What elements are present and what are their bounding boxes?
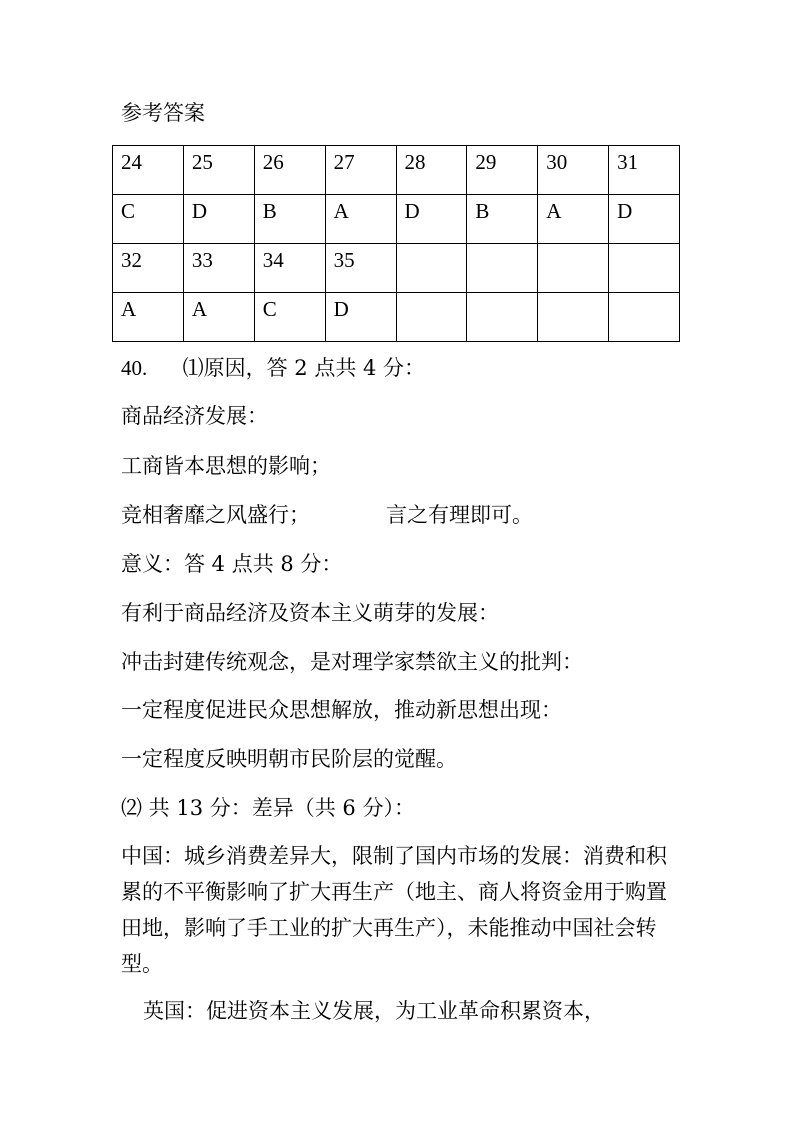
question-number: 40.: [121, 356, 148, 380]
answer-table-cell: D: [183, 195, 254, 244]
britain-line: 英国：促进资本主义发展，为工业革命积累资本，: [143, 999, 605, 1023]
answer-table-cell: [609, 244, 680, 293]
answer-table-row: [113, 195, 680, 244]
reason-1: 商品经济发展：: [121, 404, 268, 428]
answer-table-cell: B: [254, 195, 325, 244]
answer-table-cell: A: [538, 195, 609, 244]
answer-table-cell: 26: [254, 146, 325, 195]
answer-table-cell: 27: [325, 146, 396, 195]
answer-table-cell: [538, 293, 609, 342]
answer-table-cell: 35: [325, 244, 396, 293]
meaning-3: 一定程度促进民众思想解放，推动新思想出现：: [121, 698, 562, 722]
answer-table-cell: D: [609, 195, 680, 244]
answer-table-cell: 34: [254, 244, 325, 293]
reason-2: 工商皆本思想的影响；: [121, 454, 331, 478]
answer-table-cell: 24: [113, 146, 184, 195]
answer-table: [112, 145, 680, 342]
answer-table-cell: 33: [183, 244, 254, 293]
answer-table-cell: B: [467, 195, 538, 244]
answer-table-cell: C: [254, 293, 325, 342]
answer-table-cell: A: [113, 293, 184, 342]
answer-table-cell: C: [113, 195, 184, 244]
answer-table-cell: 30: [538, 146, 609, 195]
answer-table-cell: 28: [396, 146, 467, 195]
meaning-header: 意义：答 4 点共 8 分：: [121, 552, 343, 576]
part2-header: ⑵ 共 13 分：差异（共 6 分）：: [121, 796, 415, 820]
answer-table-cell: [396, 293, 467, 342]
answer-table-cell: [609, 293, 680, 342]
answer-table-cell: 29: [467, 146, 538, 195]
meaning-2: 冲击封建传统观念，是对理学家禁欲主义的批判：: [121, 650, 583, 674]
answer-table-cell: [538, 244, 609, 293]
reason-3-line: [121, 499, 533, 529]
meaning-4: 一定程度反映明朝市民阶层的觉醒。: [121, 747, 457, 771]
answer-table-cell: [467, 293, 538, 342]
answer-table-row: [113, 146, 680, 195]
answer-table-cell: [396, 244, 467, 293]
meaning-1: 有利于商品经济及资本主义萌芽的发展：: [121, 601, 499, 625]
answer-table-row: [113, 293, 680, 342]
answer-table-cell: D: [325, 293, 396, 342]
answer-table-row: [113, 244, 680, 293]
answer-table-cell: 25: [183, 146, 254, 195]
part1-header: ⑴原因，答 2 点共 4 分：: [182, 356, 426, 380]
reason-note: 言之有理即可。: [386, 503, 533, 527]
reason-3: 竞相奢靡之风盛行；: [121, 503, 310, 527]
answer-table-cell: 31: [609, 146, 680, 195]
answer-table-cell: A: [325, 195, 396, 244]
china-paragraph: 中国：城乡消费差异大，限制了国内市场的发展：消费和积累的不平衡影响了扩大再生产（地主、商人将资金用于购置田地，影响了手工业的扩大再生产），未能推动中国社会转型。: [121, 844, 667, 976]
answer-table-cell: D: [396, 195, 467, 244]
page-title: 参考答案: [121, 101, 205, 125]
answer-table-cell: 32: [113, 244, 184, 293]
answer-table-cell: [467, 244, 538, 293]
question-40-header: [121, 352, 425, 382]
answer-table-cell: A: [183, 293, 254, 342]
